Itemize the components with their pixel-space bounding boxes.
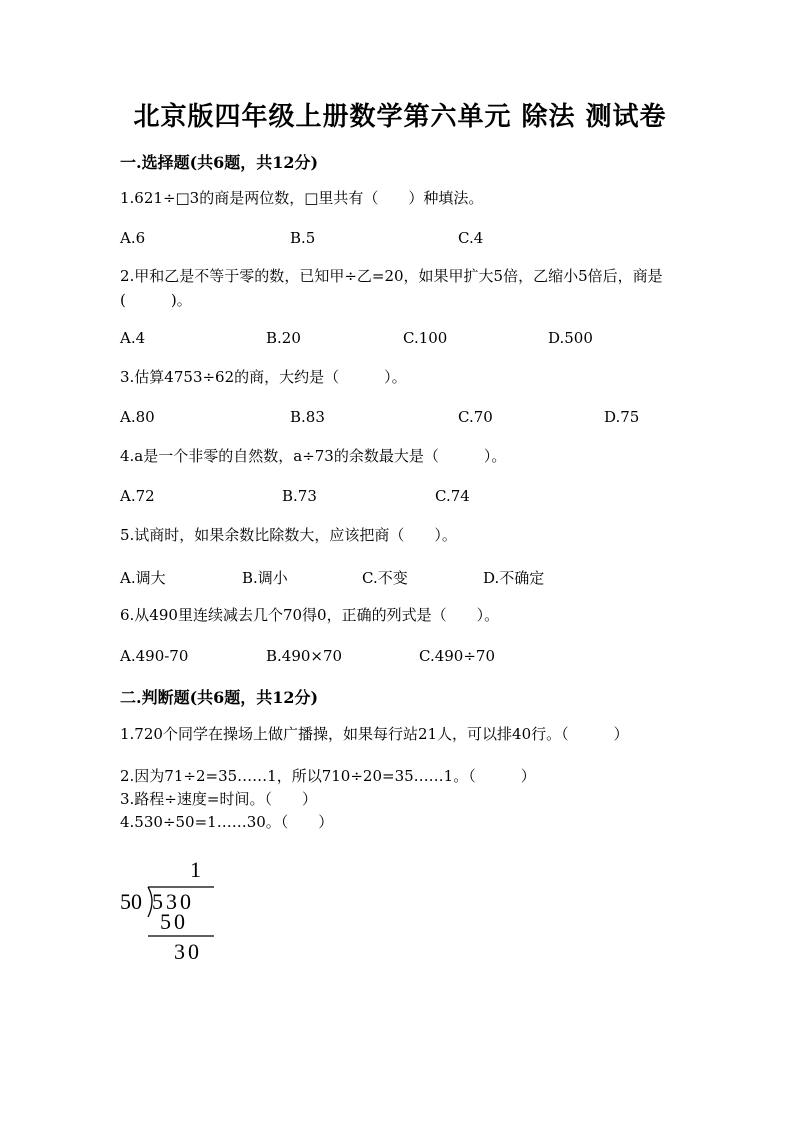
choice-question-1: 1.621÷□3的商是两位数，□里共有（ ）种填法。 [120, 189, 484, 207]
option-c: C.490÷70 [419, 647, 495, 665]
division-remainder: 30 [174, 939, 202, 964]
choice-question-2: 2.甲和乙是不等于零的数，已知甲÷乙=20，如果甲扩大5倍，乙缩小5倍后，商是( )。 [120, 267, 663, 309]
option-d: D.不确定 [483, 569, 545, 587]
option-a: A.490-70 [120, 647, 189, 665]
option-b: B.20 [266, 329, 301, 347]
choice-question-3: 3.估算4753÷62的商，大约是（ ）。 [120, 368, 407, 386]
judgement-question-1: 1.720个同学在操场上做广播操，如果每行站21人，可以排40行。（ ） [120, 725, 629, 743]
option-b: B.调小 [242, 569, 288, 587]
choice-question-5: 5.试商时，如果余数比除数大，应该把商（ ）。 [120, 526, 457, 544]
option-a: A.6 [120, 229, 146, 247]
division-divisor: 50 [120, 889, 142, 914]
option-b: B.83 [290, 408, 325, 426]
division-quotient: 1 [190, 857, 201, 882]
option-b: B.490×70 [266, 647, 343, 665]
option-a: A.72 [120, 487, 155, 505]
division-product: 50 [160, 909, 188, 934]
option-c: C.100 [403, 329, 448, 347]
option-c: C.4 [458, 229, 484, 247]
division-dividend: 530 [152, 889, 194, 914]
option-a: A.80 [120, 408, 155, 426]
section-heading-choice: 一.选择题(共6题，共12分) [120, 153, 319, 172]
option-b: B.5 [290, 229, 316, 247]
choice-question-6: 6.从490里连续减去几个70得0，正确的列式是（ ）。 [120, 606, 500, 624]
option-a: A.4 [120, 329, 146, 347]
judgement-question-2: 2.因为71÷2=35……1，所以710÷20=35……1。（ ） [120, 767, 536, 785]
page-title: 北京版四年级上册数学第六单元 除法 测试卷 [133, 102, 667, 132]
judgement-question-4: 4.530÷50=1……30。（ ） [120, 813, 334, 831]
section-heading-judgement: 二.判断题(共6题，共12分) [120, 688, 319, 707]
option-d: D.75 [604, 408, 640, 426]
option-d: D.500 [548, 329, 593, 347]
option-c: C.74 [435, 487, 470, 505]
option-b: B.73 [282, 487, 317, 505]
judgement-question-3: 3.路程÷速度=时间。（ ） [120, 790, 317, 808]
option-c: C.不变 [362, 569, 408, 587]
long-division-figure [118, 855, 228, 965]
option-a: A.调大 [120, 569, 166, 587]
choice-question-4: 4.a是一个非零的自然数，a÷73的余数最大是（ ）。 [120, 447, 507, 465]
option-c: C.70 [458, 408, 493, 426]
